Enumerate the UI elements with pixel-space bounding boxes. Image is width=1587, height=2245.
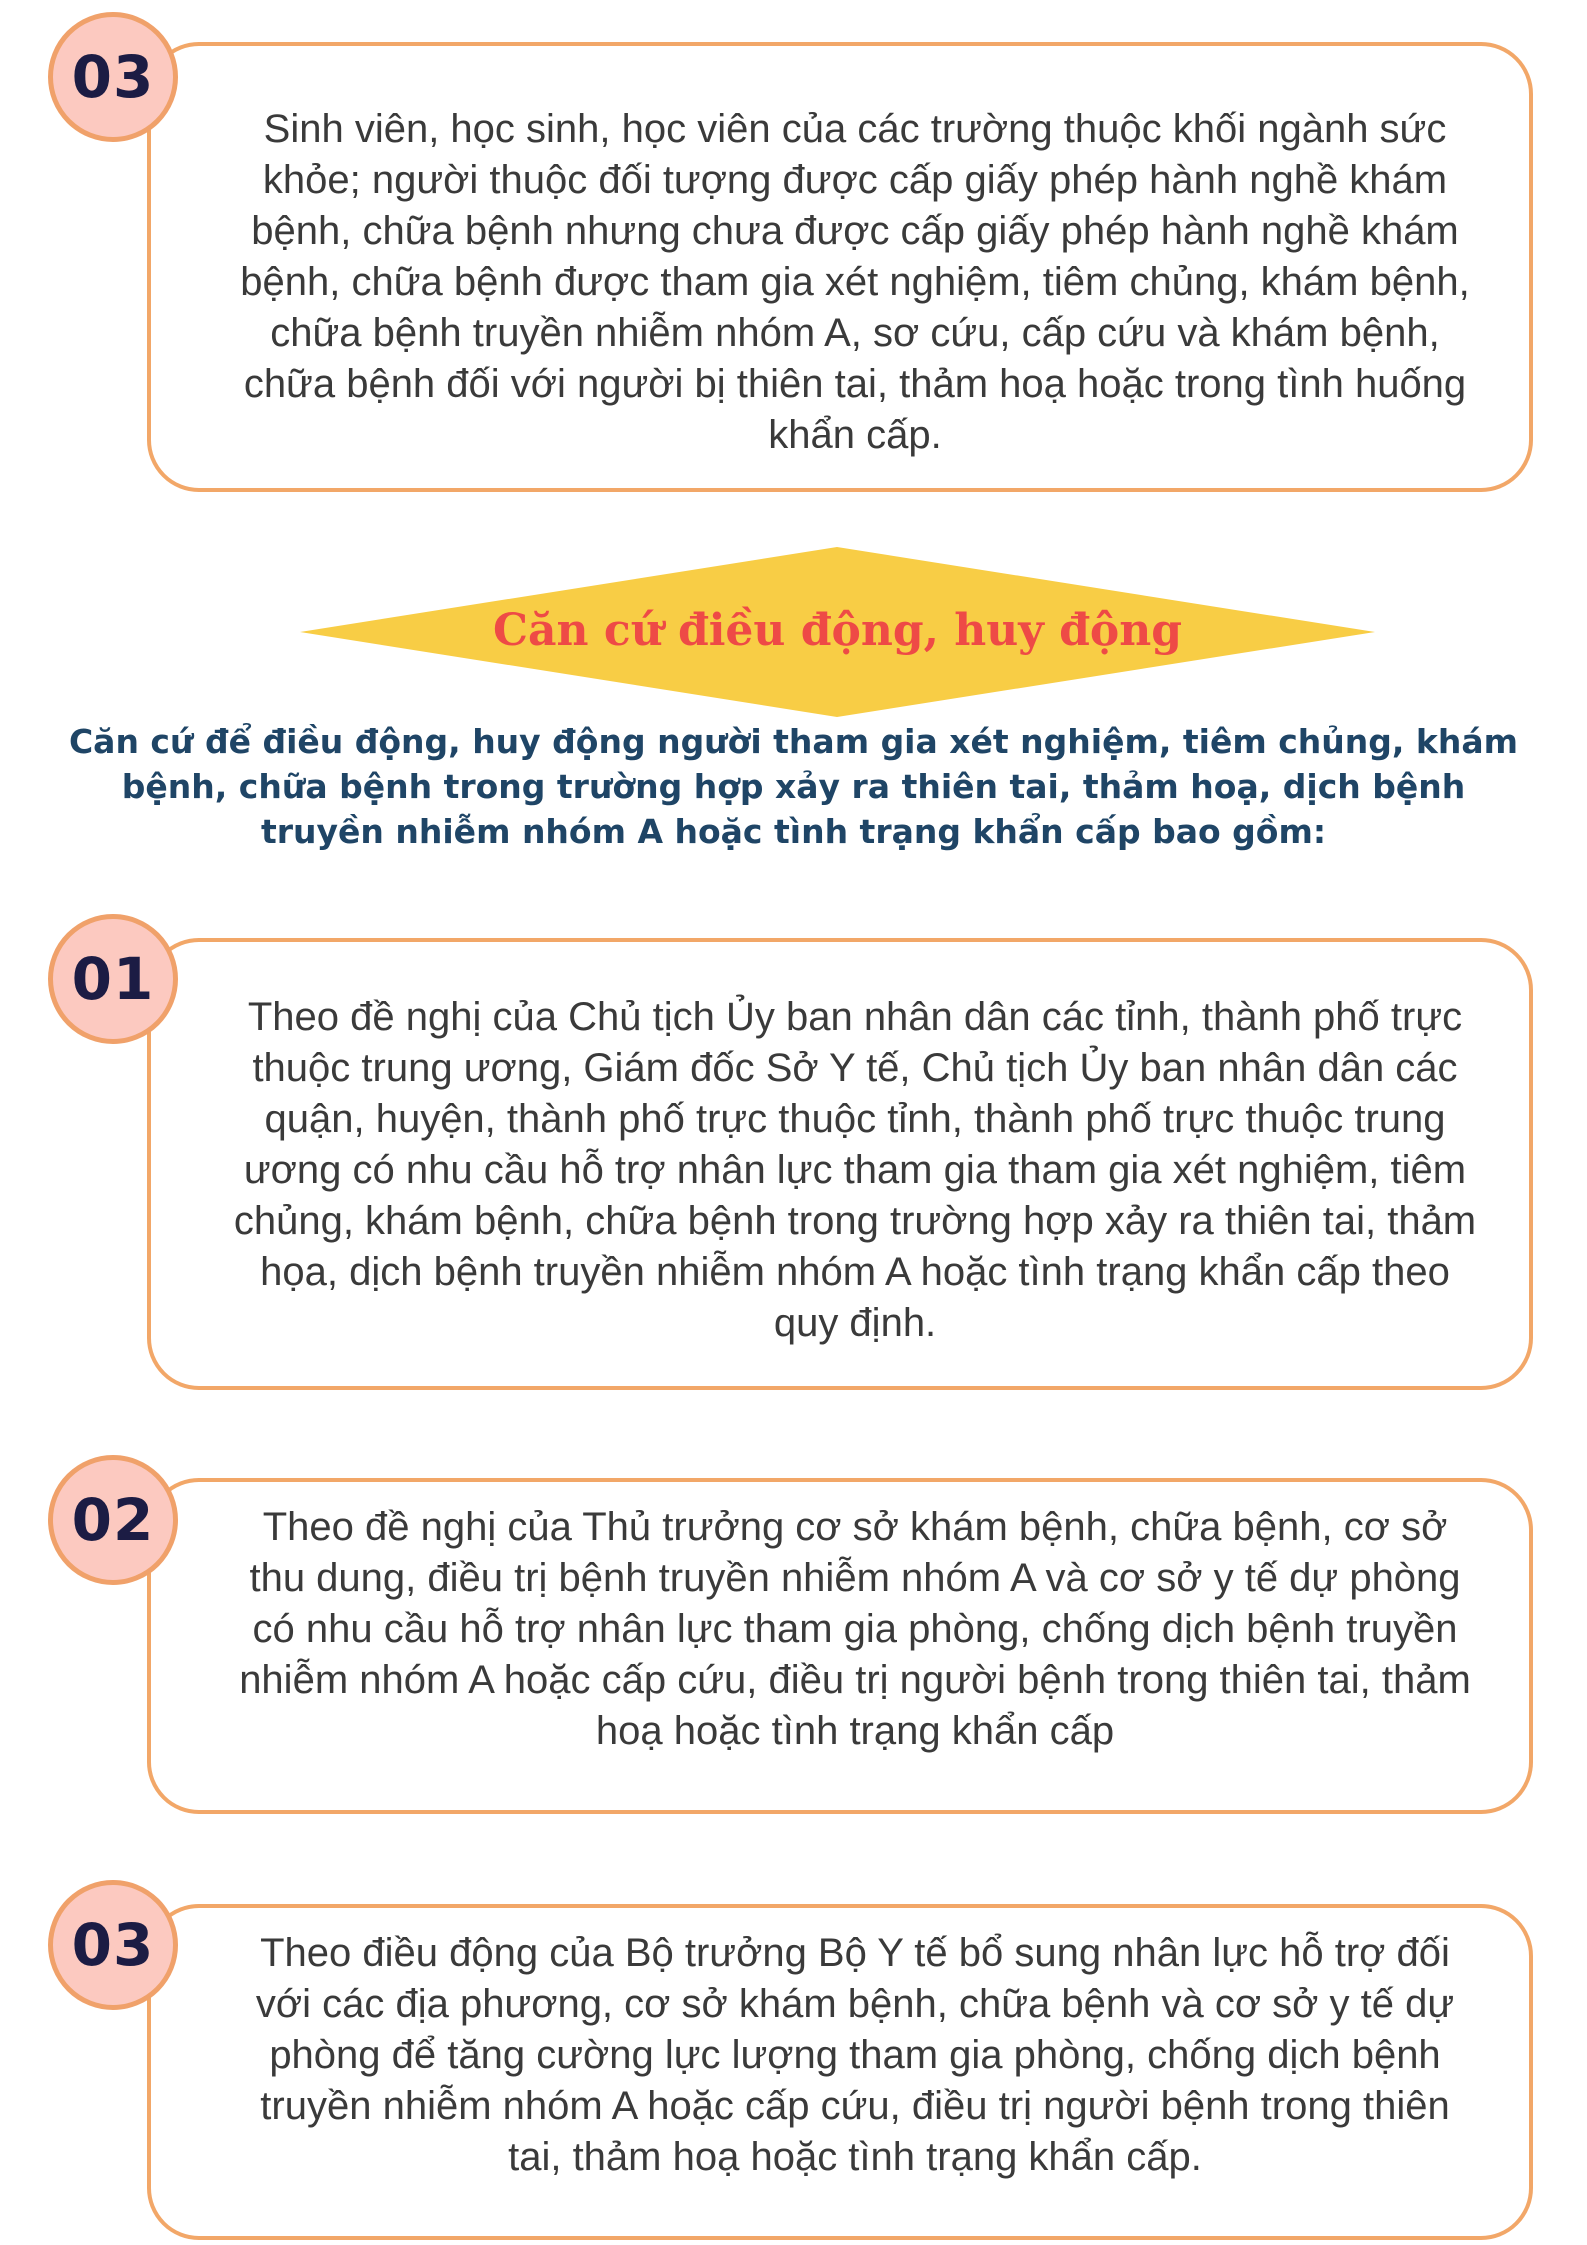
item-card-3 xyxy=(147,1904,1533,2240)
item-number-badge: 03 xyxy=(48,1880,178,2010)
section-banner xyxy=(300,547,1375,717)
item-text: Theo đề nghị của Chủ tịch Ủy ban nhân dân các tỉnh, thành phố trực thuộc trung ương, Giám đốc Sở Y tế, Chủ tịch Ủy ban nhân dân các quận, huyện, thành phố trực thuộc tỉnh, thành phố trực thuộc trung ương có nhu cầu hỗ trợ nhân lực tham gia tham gia xét nghiệm, tiêm chủng, khám bệnh, chữa bệnh trong trường hợp xảy ra thiên tai, thảm họa, dịch bệnh truyền nhiễm nhóm A hoặc tình trạng khẩn cấp theo quy định. xyxy=(233,995,1477,1345)
item-number-badge: 01 xyxy=(48,914,178,1044)
item-card-2 xyxy=(147,1478,1533,1814)
item-card-top xyxy=(147,42,1533,492)
item-text: Theo đề nghị của Thủ trưởng cơ sở khám bệnh, chữa bệnh, cơ sở thu dung, điều trị bệnh truyền nhiễm nhóm A và cơ sở y tế dự phòng có nhu cầu hỗ trợ nhân lực tham gia phòng, chống dịch bệnh truyền nhiễm nhóm A hoặc cấp cứu, điều trị người bệnh trong thiên tai, thảm hoạ hoặc tình trạng khẩn cấp xyxy=(239,1505,1471,1753)
item-number-badge: 02 xyxy=(48,1455,178,1585)
intro-text: Căn cứ để điều động, huy động người tham gia xét nghiệm, tiêm chủng, khám bệnh, chữa bệnh trong trường hợp xảy ra thiên tai, thảm hoạ, dịch bệnh truyền nhiễm nhóm A hoặc tình trạng khẩn cấp bao gồm: xyxy=(68,722,1519,851)
item-text: Sinh viên, học sinh, học viên của các trường thuộc khối ngành sức khỏe; người thuộc đối tượng được cấp giấy phép hành nghề khám bệnh, chữa bệnh nhưng chưa được cấp giấy phép hành nghề khám bệnh, chữa bệnh được tham gia xét nghiệm, tiêm chủng, khám bệnh, chữa bệnh truyền nhiễm nhóm A, sơ cứu, cấp cứu và khám bệnh, chữa bệnh đối với người bị thiên tai, thảm hoạ hoặc trong tình huống khẩn cấp. xyxy=(240,107,1470,457)
item-number-badge: 03 xyxy=(48,12,178,142)
item-text: Theo điều động của Bộ trưởng Bộ Y tế bổ sung nhân lực hỗ trợ đối với các địa phương, cơ sở khám bệnh, chữa bệnh và cơ sở y tế dự phòng để tăng cường lực lượng tham gia phòng, chống dịch bệnh truyền nhiễm nhóm A hoặc cấp cứu, điều trị người bệnh trong thiên tai, thảm hoạ hoặc tình trạng khẩn cấp. xyxy=(255,1931,1455,2179)
banner-title: Căn cứ điều động, huy động xyxy=(493,605,1182,656)
item-card-1 xyxy=(147,938,1533,1390)
